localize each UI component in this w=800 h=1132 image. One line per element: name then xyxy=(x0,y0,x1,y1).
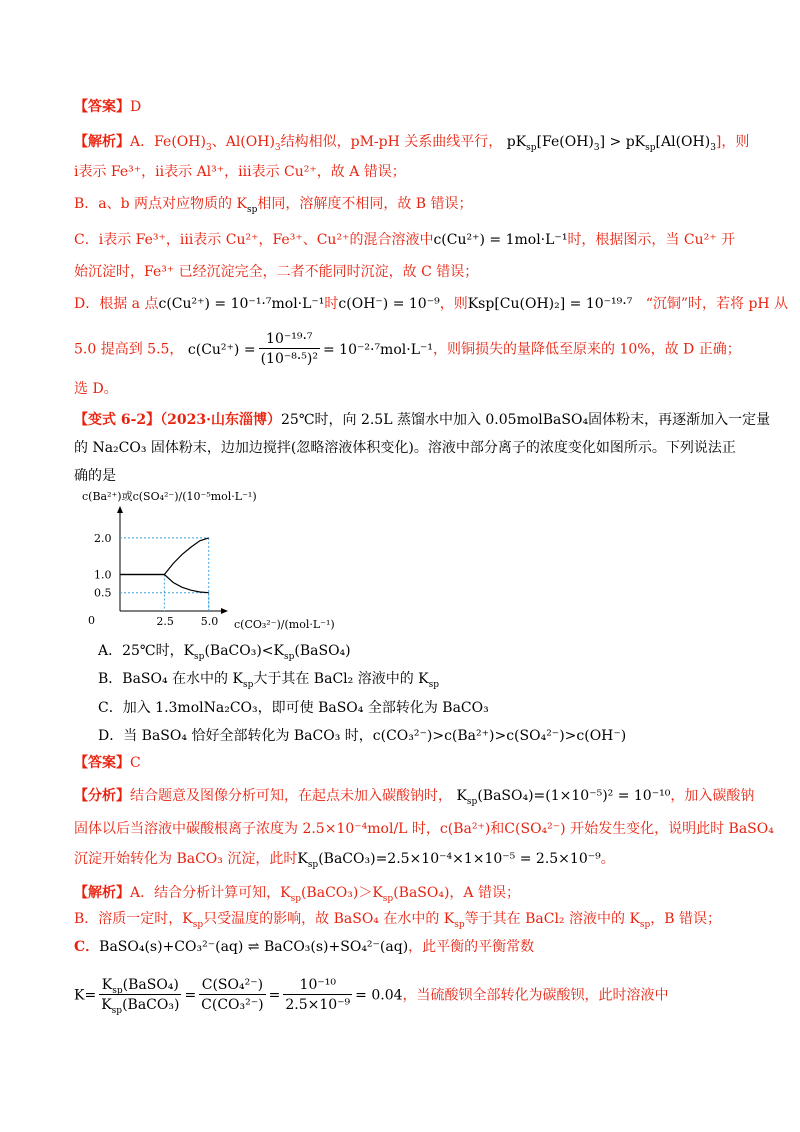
analysis-line-6: D．根据 a 点c(Cu²⁺) = 10⁻¹·⁷mol·L⁻¹时c(OH⁻) = 10⁻⁹，则Ksp[Cu(OH)₂] = 10⁻¹⁹·⁷ “沉铜”时，若将 pH 从 xyxy=(74,296,789,312)
analysis-tag: 【解析】 xyxy=(74,134,130,150)
y-tick-label: 2.0 xyxy=(94,531,112,545)
analysis3-line-2: B．溶质一定时，$K_{sp}$只受温度的影响，故 BaSO₄ 在水中的 $K_{sp}$等于其在 BaCl₂ 溶液中的 $K_{sp}$，B 错误； xyxy=(74,911,722,930)
y-tick-label: 1.0 xyxy=(94,568,112,582)
y-axis-label: c(Ba²⁺)或c(SO₄²⁻)/(10⁻⁵mol·L⁻¹) xyxy=(82,490,257,503)
equilibrium-constant: K= $\frac{K_{sp}(BaSO_4)}{K_{sp}(BaCO_3)}$ = $\frac{\text{C(SO₄²⁻)}}{\text{C(CO₃²⁻)}}$ = $\frac{\text{10⁻¹⁰}}{\text{2.5×10⁻⁹}}$ = 0.04，当硫酸钡全部转化为碳酸钡，此时溶液中 xyxy=(74,977,669,1016)
answer-line xyxy=(74,96,141,118)
analysis2-line-3: 沉淀开始转化为 BaCO₃ 沉淀，此时$K_{sp}(BaCO_3)=2.5\times 10^{-4}\times 1\times 10^{-5} = 2.5\times 10^{-9}$。 xyxy=(74,851,615,870)
y-axis-arrow xyxy=(117,506,123,513)
option-d[interactable]: D．当 BaSO₄ 恰好全部转化为 BaCO₃ 时，c(CO₃²⁻)>c(Ba²⁺)>c(SO₄²⁻)>c(OH⁻) xyxy=(98,728,627,744)
analysis-line-3: B．a、b 两点对应物质的 $K_{sp}$相同，溶解度不相同，故 B 错误； xyxy=(74,196,473,215)
analysis-line-5: 始沉淀时，Fe³⁺ 已经沉淀完全，二者不能同时沉淀，故 C 错误； xyxy=(74,264,479,280)
option-a[interactable]: A．25℃时，$K_{sp}(BaCO_3)<K_{sp}(BaSO_4)$ xyxy=(98,643,351,662)
question-line-2: 的 Na₂CO₃ 固体粉末，边加边搅拌(忽略溶液体积变化)。溶液中部分离子的浓度变化如图所示。下列说法正 xyxy=(74,440,736,456)
origin-label: 0 xyxy=(88,614,95,627)
analysis-line-1: 【解析】A．$Fe(OH)_3$、$Al(OH)_3$结构相似，pM-pH 关系曲线平行， $pK_{sp}[Fe(OH)_3] > pK_{sp}[Al(OH)_3]$，则 xyxy=(74,134,750,153)
concentration-chart xyxy=(74,488,335,631)
fraction: $\frac{\text{10⁻¹⁹·⁷}}{\text{(10⁻⁸·⁵)²}}$ xyxy=(260,331,318,367)
x-axis-arrow xyxy=(221,608,228,614)
question-line-3: 确的是 xyxy=(74,468,116,484)
question-tag: 【变式 6-2】 xyxy=(74,412,161,428)
analysis3-line-3: C．BaSO₄(s)+CO₃²⁻(aq) ⇌ BaCO₃(s)+SO₄²⁻(aq)，此平衡的平衡常数 xyxy=(74,939,535,955)
answer-line-2: 【答案】C xyxy=(74,755,141,771)
analysis-line-4: C．ⅰ表示 Fe³⁺，ⅲ表示 Cu²⁺，Fe³⁺、Cu²⁺的混合溶液中c(Cu²⁺) = 1mol·L⁻¹时，根据图示，当 Cu²⁺ 开 xyxy=(74,232,736,248)
analysis2-line-1: 【分析】结合题意及图像分析可知，在起点未加入碳酸钠时， $K_{sp}(BaSO_4)=(1\times 10^{-5})^2 = 10^{-10}$，加入碳酸钠 xyxy=(74,788,755,807)
analysis-line-8: 选 D。 xyxy=(74,381,118,397)
option-b[interactable]: B．BaSO₄ 在水中的 $K_{sp}$大于其在 BaCl₂ 溶液中的 $K_{sp}$ xyxy=(98,671,439,690)
question-line-1: 【变式 6-2】（2023·山东淄博）25℃时，向 2.5L 蒸馏水中加入 0.05molBaSO₄固体粉末，再逐渐加入一定量 xyxy=(74,412,771,428)
analysis-line-2: ⅰ表示 Fe³⁺，ⅱ表示 Al³⁺，ⅲ表示 Cu²⁺，故 A 错误； xyxy=(74,164,406,180)
answer-value: D xyxy=(130,99,142,115)
analysis3-line-1: 【解析】A．结合分析计算可知，$K_{sp}(BaCO_3)>K_{sp}(BaSO_4)$，A 错误； xyxy=(74,885,520,904)
x-axis-label: c(CO₃²⁻)/(mol·L⁻¹) xyxy=(234,618,335,631)
analysis-line-7: 5.0 提高到 5.5， c(Cu²⁺) = $\frac{\text{10⁻¹⁹·⁷}}{\text{(10⁻⁸·⁵)²}}$ = 10⁻²·⁷mol·L⁻¹，则铜损失的量降低至原来的 10%，故 D 正确； xyxy=(74,331,741,367)
x-tick-label: 5.0 xyxy=(200,615,219,628)
analysis2-line-2: 固体以后当溶液中碳酸根离子浓度为 2.5×10⁻⁴mol/L 时，c(Ba²⁺)和C(SO₄²⁻) 开始发生变化，说明此时 BaSO₄ xyxy=(74,821,774,837)
y-tick-label: 0.5 xyxy=(94,586,112,600)
series-line-upper xyxy=(120,538,209,575)
option-c[interactable]: C．加入 1.3molNa₂CO₃，即可使 BaSO₄ 全部转化为 BaCO₃ xyxy=(98,700,489,716)
answer-tag: 【答案】 xyxy=(74,99,130,115)
x-tick-label: 2.5 xyxy=(156,615,174,628)
question-source: （2023·山东淄博） xyxy=(160,412,282,428)
